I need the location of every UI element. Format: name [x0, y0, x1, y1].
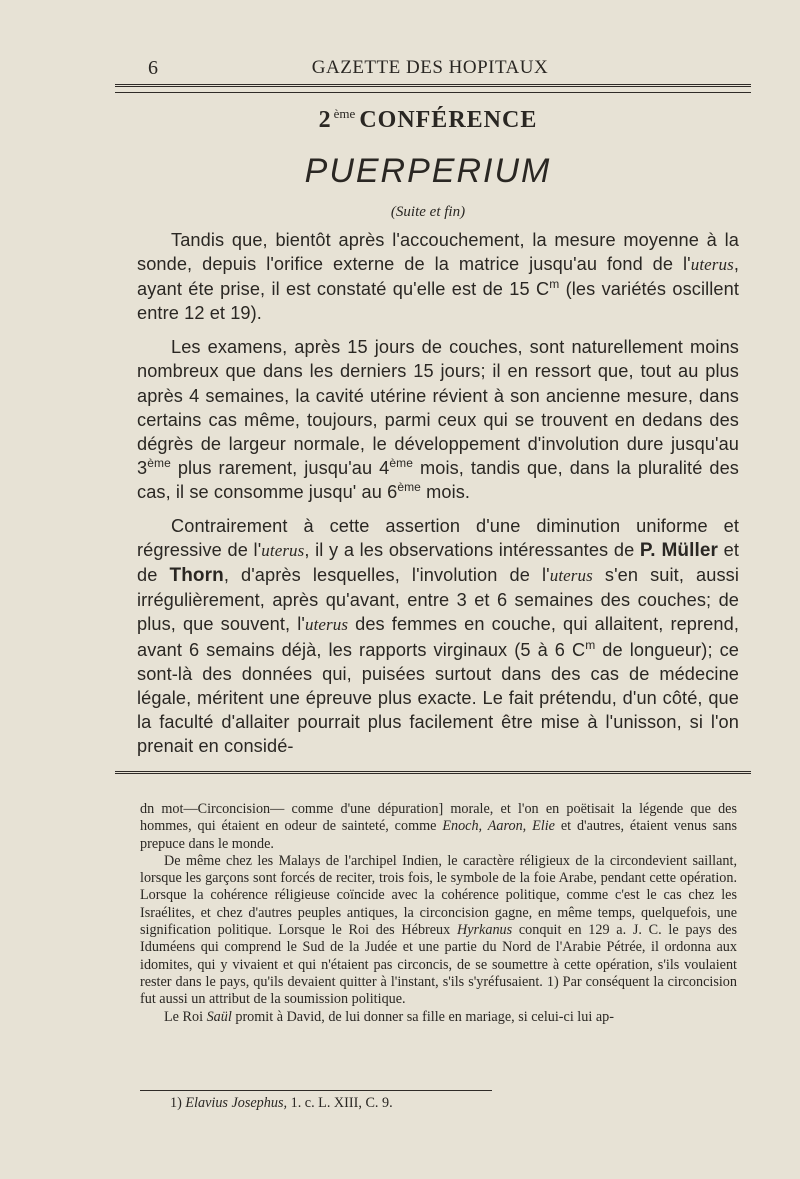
header-thin-rule	[115, 92, 751, 93]
footnote-paragraph-3	[140, 1009, 737, 1026]
text-run: Le Roi	[164, 1008, 207, 1025]
text-run: , d'après lesquelles, l'involution de l'	[223, 565, 550, 586]
footnote-paragraph-1	[140, 801, 737, 853]
header-double-rule	[115, 84, 751, 91]
article-subtitle: (Suite et fin)	[390, 204, 466, 220]
italic-term: uterus	[549, 566, 593, 586]
note-separator	[140, 1090, 492, 1091]
author-name: Thorn	[169, 565, 224, 587]
conference-ordinal: 2	[318, 107, 332, 133]
footnotes	[140, 801, 737, 1026]
ordinal-superscript: ème	[147, 455, 171, 470]
text-run: et de	[137, 540, 739, 586]
paragraph-2	[137, 335, 739, 504]
text-run: Contrairement à cette assertion d'une diminution uniforme et régressive de l'	[137, 516, 739, 561]
italic-names: Saül	[206, 1008, 232, 1025]
text-run: 1. c. L. XIII, C. 9.	[287, 1095, 393, 1111]
text-run: et d'autres, étaient venus sans prepuce dans le monde.	[140, 818, 737, 852]
text-run: plus rarement, jusqu'au 4	[170, 457, 390, 478]
body-text	[137, 228, 739, 768]
reference-note	[170, 1095, 393, 1112]
text-run: dn mot—Circoncision— comme d'une dépuration] morale, et l'on en poëtisait la légende que des hommes, qui étaient en odeur de sainteté, comme	[140, 801, 737, 835]
conference-label: CONFÉRENCE	[359, 107, 538, 133]
unit-superscript: m	[549, 277, 560, 292]
text-run: des femmes en couche, qui allaitent, reprend, avant 6 semains déjà, les rapports virginaux (5 à 6 C	[137, 614, 739, 660]
ordinal-superscript: ème	[397, 479, 421, 494]
text-run: , ayant éte prise, il est constaté qu'elle est de 15 C	[137, 254, 739, 300]
page-number: 6	[148, 57, 158, 79]
text-run: de longueur); ce sont-là des données qui, puisées surtout dans des cas de médecine légale, méritent une épreuve plus exacte. Le fait prétendu, d'un côté, que la faculté d'allaiter pourrait plus facilement être mise à l'unisson, si l'on prenait en considé-	[137, 639, 739, 756]
footnote-paragraph-2	[140, 853, 737, 1009]
text-run: De même chez les Malays de l'archipel Indien, le caractère réligieux de la circondevient saillant, lorsque les garçons sont forcés de reciter, trois fois, le symbole de la foie Arabe, pendant cette opération. Lorsque la cohérence réligieuse coïncide avec la cohérence politique, comme c'est le cas chez les Israélites, et chez d'autres peuples antiques, la circoncision gagne, en même temps, quelquefois, une signification politique. Lorsque le Roi des Hébreux	[140, 852, 737, 939]
text-run: mois, tandis que, dans la pluralité des cas, il se consomme jusqu' au 6	[137, 457, 739, 502]
ordinal-superscript: ème	[389, 455, 414, 470]
text-run: mois.	[420, 481, 471, 502]
conference-ordinal-suffix: ème	[333, 106, 356, 121]
italic-term: uterus	[261, 541, 305, 561]
running-head: GAZETTE DES HOPITAUX	[311, 57, 549, 78]
conference-heading	[0, 106, 800, 134]
author-name: P. Müller	[639, 540, 718, 562]
italic-names: Enoch, Aaron, Elie	[442, 818, 555, 835]
text-run: , il y a les observations intéressantes de	[304, 540, 640, 561]
footnote-separator	[115, 771, 751, 777]
text-run: promit à David, de lui donner sa fille en mariage, si celui-ci lui ap-	[231, 1008, 614, 1025]
italic-names: Elavius Josephus,	[185, 1095, 288, 1111]
text-run: conquit en 129 a. J. C. le pays des Iduméens qui comprend le Sud de la Judée et une partie du Nord de l'Arabie Pétrée, il ordonna aux idomites, qui y vivaient et qui n'étaient pas circoncis, de se soumettre à cette opération, s'ils voulaient rester dans le pays, qu'ils devaient quitter à l'instant, s'ils s'yréfusaient. 1) Par conséquent la circoncision fut aussi un attribut de la soumission politique.	[140, 922, 737, 1008]
unit-superscript: m	[585, 637, 596, 652]
text-run: s'en suit, aussi irrégulièrement, après qu'avant, entre 3 et 6 semaines des couches; de plus, que souvent, l'	[137, 565, 739, 635]
article-title: PUERPERIUM	[304, 152, 552, 190]
paragraph-1	[137, 228, 739, 325]
note-marker: 1)	[170, 1095, 186, 1111]
italic-term: uterus	[304, 615, 349, 635]
text-run: Tandis que, bientôt après l'accouchement, la mesure moyenne à la sonde, depuis l'orifice externe de la matrice jusqu'au fond de l'	[137, 230, 739, 275]
text-run: Les examens, après 15 jours de couches, sont naturellement moins nombreux que dans les derniers 15 jours; il en ressort que, tout au plus après 4 semaines, la cavité utérine révient à son ancienne mesure, dans certains cas même, toujours, parmi ceux qui se trouvent en dedans des dégrès de largeur normale, le développement d'involution dure jusqu'au 3	[137, 337, 739, 478]
text-run: (les variétés oscillent entre 12 et 19).	[137, 279, 739, 324]
paragraph-3	[137, 514, 739, 758]
italic-term: uterus	[690, 255, 734, 275]
italic-names: Hyrkanus	[456, 922, 513, 939]
